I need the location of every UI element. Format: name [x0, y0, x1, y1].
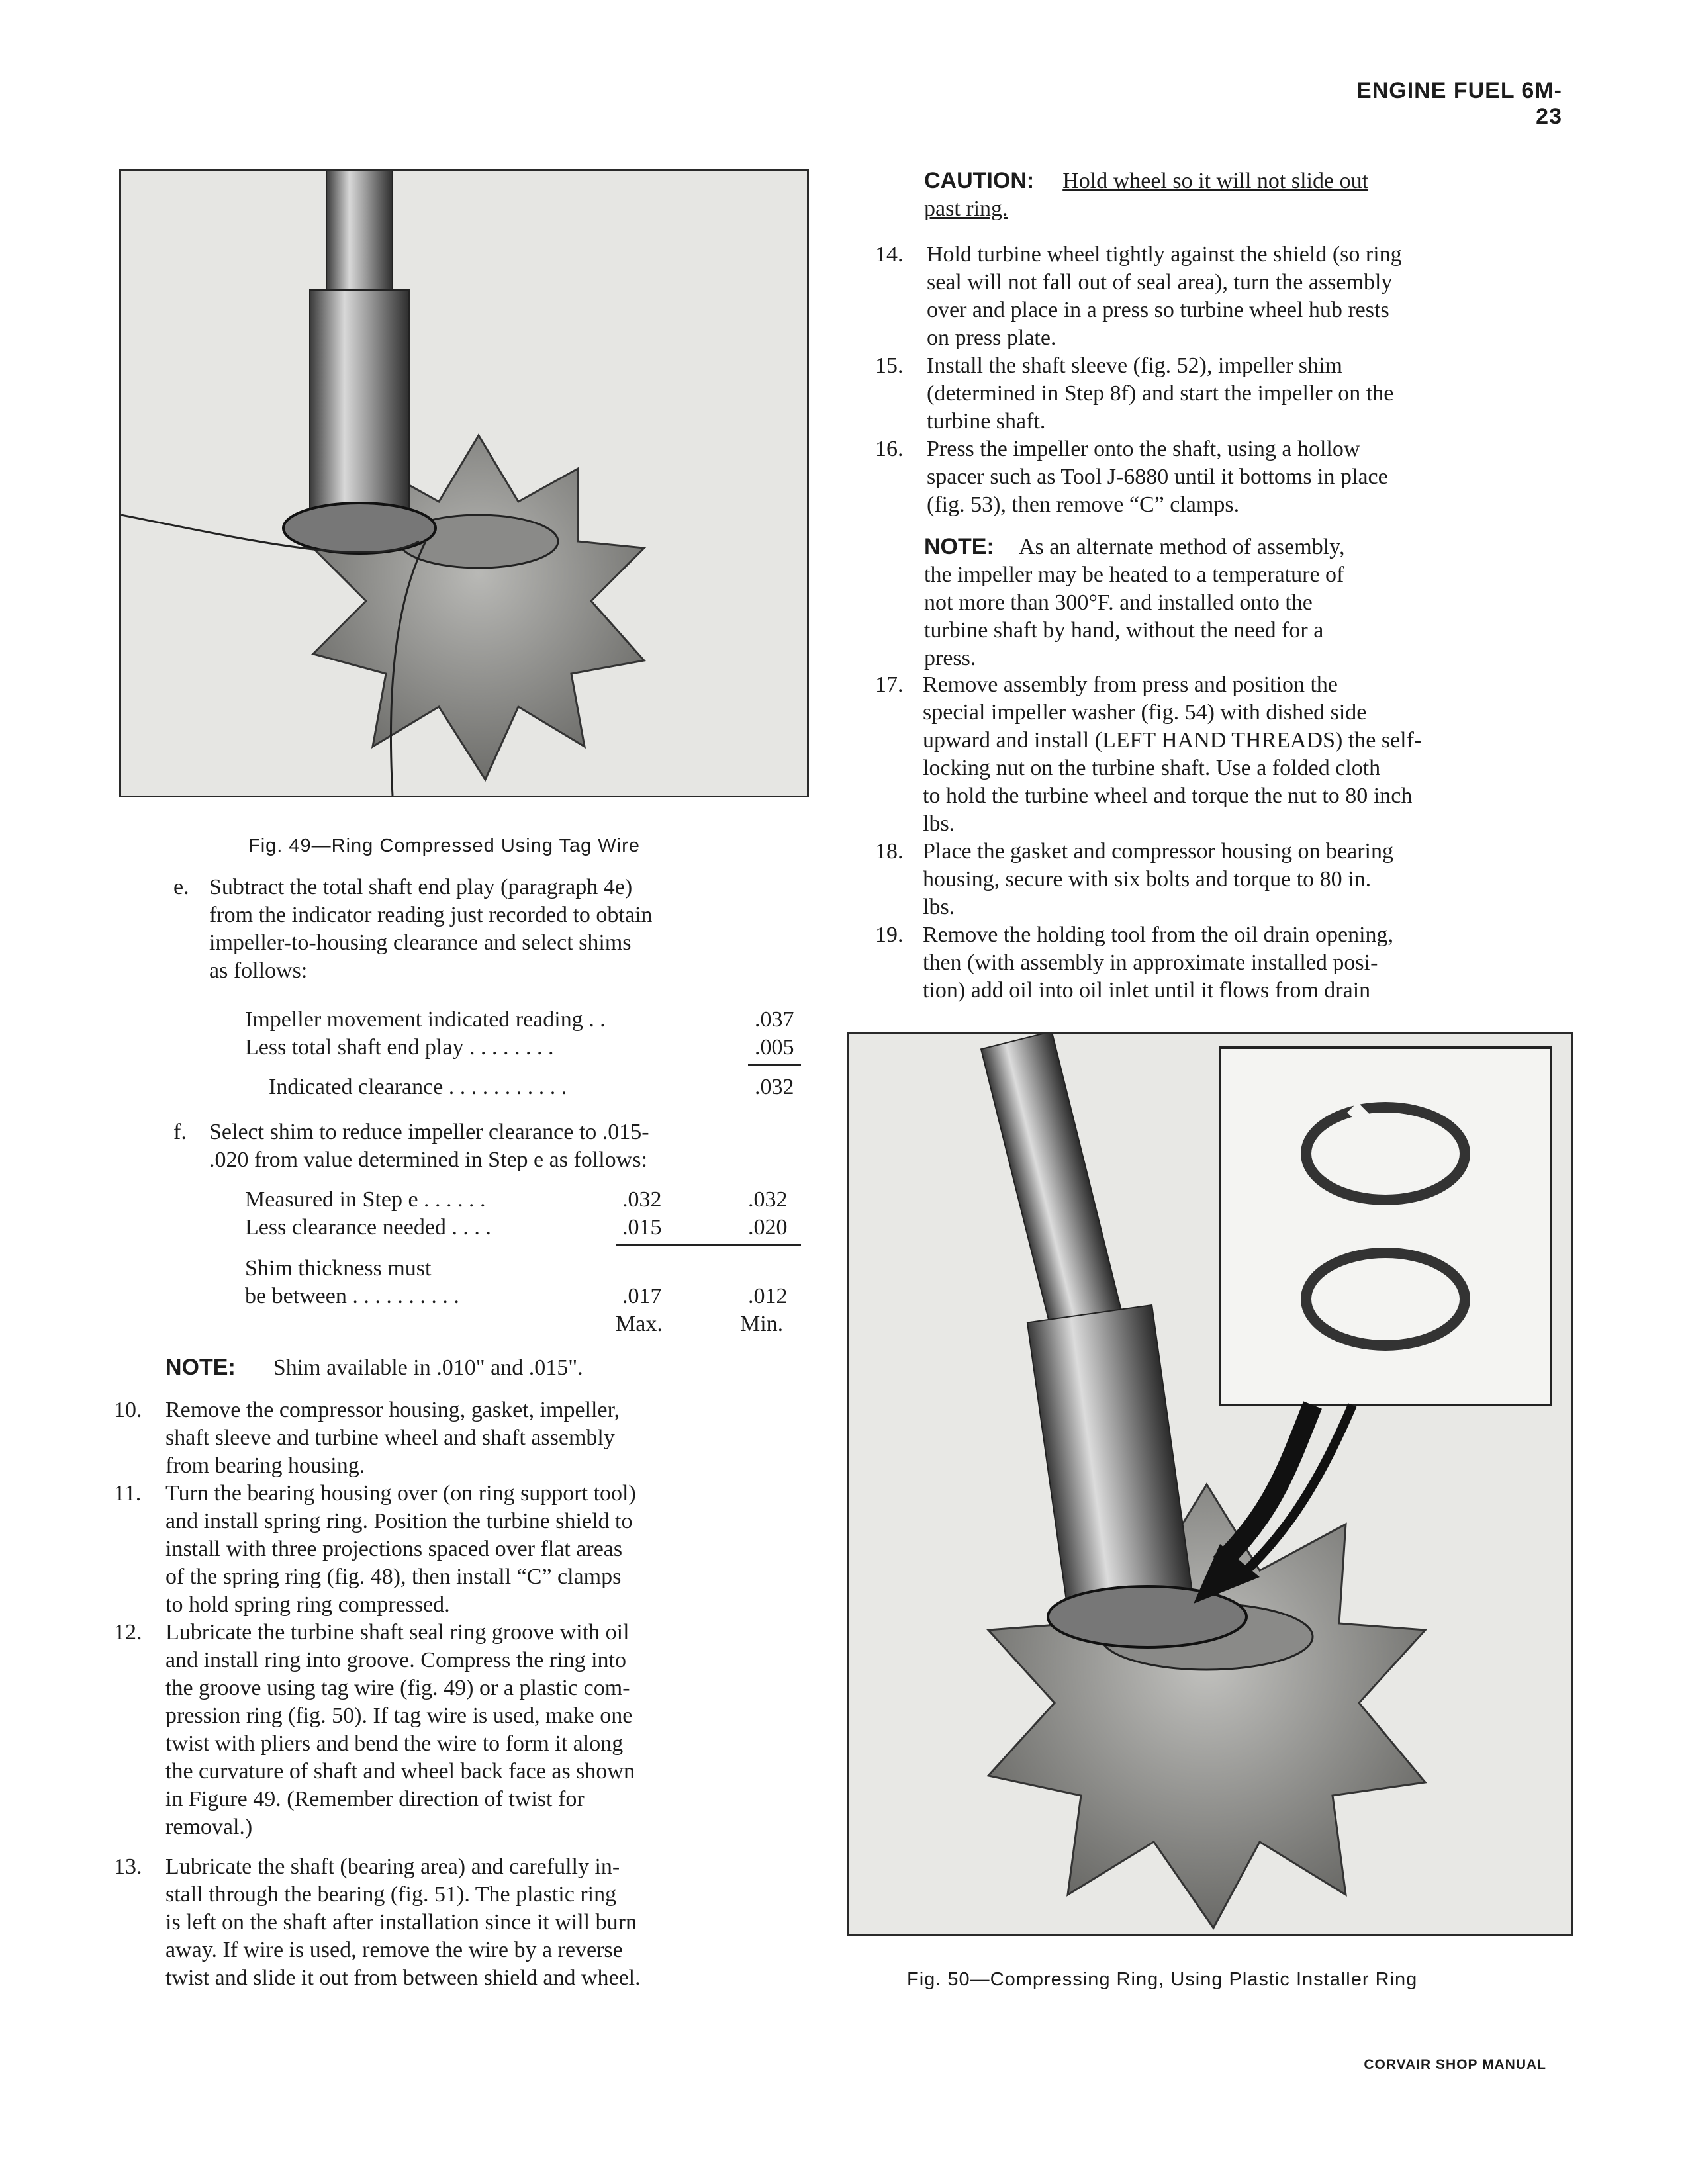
text-line: removal.) [165, 1815, 253, 1839]
text-line: seal will not fall out of seal area), turn the assembly [927, 270, 1393, 295]
text-line: as follows: [209, 958, 308, 983]
figure-50-photo [847, 1032, 1573, 1936]
table-label: Less clearance needed . . . . [245, 1215, 491, 1240]
text-line: (fig. 53), then remove “C” clamps. [927, 492, 1240, 517]
text-line: pression ring (fig. 50). If tag wire is used, make one [165, 1704, 633, 1728]
step-number: 15. [875, 353, 904, 378]
table-label: Shim thickness must [245, 1256, 432, 1281]
text-line: the impeller may be heated to a temperature of [924, 563, 1344, 587]
figure-50-caption: Fig. 50—Compressing Ring, Using Plastic Installer Ring [907, 1969, 1418, 1990]
text-line: Hold turbine wheel tightly against the shield (so ring [927, 242, 1402, 267]
text-line: install with three projections spaced over flat areas [165, 1537, 623, 1561]
table-value: .012 [748, 1284, 788, 1308]
table-value: Max. [616, 1312, 663, 1336]
text-line: to hold the turbine wheel and torque the nut to 80 inch [923, 784, 1413, 808]
table-value: .032 [622, 1187, 662, 1212]
caution-label: CAUTION: [924, 168, 1035, 193]
sum-rule [616, 1244, 801, 1246]
text-line: Subtract the total shaft end play (paragraph 4e) [209, 875, 633, 899]
text-line: housing, secure with six bolts and torque to 80 in. [923, 867, 1372, 891]
text-line: Remove assembly from press and position the [923, 672, 1338, 697]
table-value: .032 [748, 1187, 788, 1212]
text-line: then (with assembly in approximate installed posi- [923, 950, 1378, 975]
text-line: Lubricate the turbine shaft seal ring groove with oil [165, 1620, 630, 1645]
text-line: lbs. [923, 895, 955, 919]
text-line: lbs. [923, 811, 955, 836]
text-line: As an alternate method of assembly, [1018, 535, 1345, 559]
text-line: on press plate. [927, 326, 1056, 350]
text-line: not more than 300°F. and installed onto the [924, 590, 1313, 615]
text-line: stall through the bearing (fig. 51). The plastic ring [165, 1882, 617, 1907]
text-line: is left on the shaft after installation since it will burn [165, 1910, 637, 1934]
turbine-wheel-illustration [849, 1034, 1571, 1934]
text-line: twist with pliers and bend the wire to form it along [165, 1731, 624, 1756]
table-value: .032 [755, 1075, 794, 1099]
text-line: the curvature of shaft and wheel back face as shown [165, 1759, 635, 1784]
text-line: to hold spring ring compressed. [165, 1592, 450, 1617]
caution-text: Hold wheel so it will not slide out [1062, 169, 1369, 193]
text-line: and install ring into groove. Compress the ring into [165, 1648, 626, 1672]
note-label: NOTE: [165, 1355, 236, 1380]
text-line: .020 from value determined in Step e as follows: [209, 1148, 647, 1172]
text-line: turbine shaft by hand, without the need for a [924, 618, 1324, 643]
text-line: press. [924, 646, 976, 670]
text-line: (determined in Step 8f) and start the impeller on the [927, 381, 1394, 406]
step-number: 10. [114, 1398, 142, 1422]
text-line: Place the gasket and compressor housing on bearing [923, 839, 1393, 864]
text-line: Remove the holding tool from the oil drain opening, [923, 923, 1394, 947]
clearance-table-e [245, 1006, 814, 1118]
text-line: Press the impeller onto the shaft, using a hollow [927, 437, 1360, 461]
figure-49-photo [119, 169, 809, 797]
page-header: ENGINE FUEL 6M-23 [1356, 78, 1562, 129]
table-label: be between . . . . . . . . . . [245, 1284, 459, 1308]
step-number: 18. [875, 839, 904, 864]
step-e-marker: e. [173, 875, 189, 899]
text-line: Install the shaft sleeve (fig. 52), impeller shim [927, 353, 1342, 378]
shim-table-f [245, 1186, 814, 1351]
note-alternate [924, 533, 1507, 672]
text-line: spacer such as Tool J-6880 until it bottoms in place [927, 465, 1388, 489]
text-line: twist and slide it out from between shield and wheel. [165, 1966, 641, 1990]
caution-block [924, 167, 1507, 223]
table-label: Indicated clearance . . . . . . . . . . . [269, 1075, 567, 1099]
step-number: 12. [114, 1620, 142, 1645]
step-number: 16. [875, 437, 904, 461]
table-value: .017 [622, 1284, 662, 1308]
text-line: upward and install (LEFT HAND THREADS) the self- [923, 728, 1422, 752]
text-line: Lubricate the shaft (bearing area) and carefully in- [165, 1854, 620, 1879]
note-shim [165, 1353, 814, 1382]
text-line: Turn the bearing housing over (on ring support tool) [165, 1481, 636, 1506]
step-number: 13. [114, 1854, 142, 1879]
figure-49-caption: Fig. 49—Ring Compressed Using Tag Wire [248, 835, 640, 856]
text-line: Remove the compressor housing, gasket, impeller, [165, 1398, 620, 1422]
text-line: impeller-to-housing clearance and select shims [209, 931, 632, 955]
text-line: the groove using tag wire (fig. 49) or a plastic com- [165, 1676, 630, 1700]
text-line: from bearing housing. [165, 1453, 365, 1478]
caution-text: past ring. [924, 197, 1008, 221]
table-label: Impeller movement indicated reading . . [245, 1007, 606, 1032]
step-number: 17. [875, 672, 904, 697]
text-line: locking nut on the turbine shaft. Use a folded cloth [923, 756, 1381, 780]
text-line: from the indicator reading just recorded to obtain [209, 903, 653, 927]
text-line: of the spring ring (fig. 48), then install “C” clamps [165, 1565, 622, 1589]
turbine-wheel-illustration [121, 171, 807, 796]
step-number: 14. [875, 242, 904, 267]
text-line: special impeller washer (fig. 54) with dished side [923, 700, 1367, 725]
text-line: shaft sleeve and turbine wheel and shaft assembly [165, 1426, 615, 1450]
text-line: turbine shaft. [927, 409, 1046, 433]
page-footer: CORVAIR SHOP MANUAL [1364, 2057, 1546, 2072]
text-line: in Figure 49. (Remember direction of twist for [165, 1787, 585, 1811]
step-number: 11. [114, 1481, 142, 1506]
text-line: over and place in a press so turbine wheel hub rests [927, 298, 1389, 322]
table-label: Measured in Step e . . . . . . [245, 1187, 486, 1212]
note-text: Shim available in .010" and .015". [273, 1355, 583, 1380]
table-value: .020 [748, 1215, 788, 1240]
table-value: Min. [740, 1312, 784, 1336]
table-value: .015 [622, 1215, 662, 1240]
note-label: NOTE: [924, 534, 994, 559]
step-f-marker: f. [173, 1120, 187, 1144]
text-line: Select shim to reduce impeller clearance to .015- [209, 1120, 649, 1144]
text-line: away. If wire is used, remove the wire by a reverse [165, 1938, 623, 1962]
table-value: .037 [755, 1007, 794, 1032]
text-line: tion) add oil into oil inlet until it flows from drain [923, 978, 1371, 1003]
sum-rule [748, 1064, 801, 1066]
table-label: Less total shaft end play . . . . . . . . [245, 1035, 554, 1060]
step-number: 19. [875, 923, 904, 947]
text-line: and install spring ring. Position the turbine shield to [165, 1509, 633, 1533]
table-value: .005 [755, 1035, 794, 1060]
